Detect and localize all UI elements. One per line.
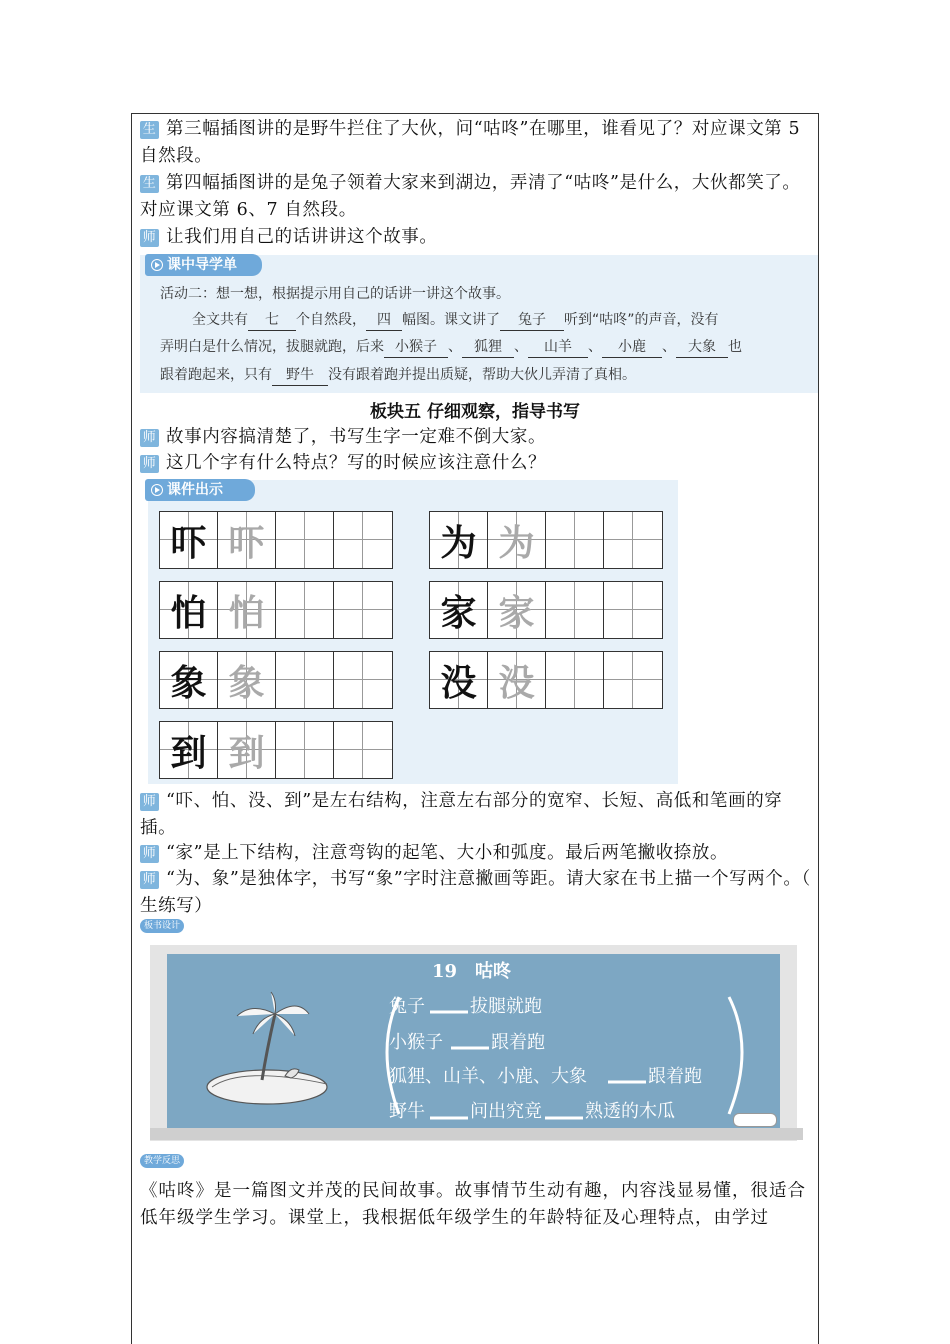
paragraph-student-1 [140,116,812,170]
character-trace: 家 [488,582,546,638]
paragraph-teacher-2 [140,424,812,451]
blackboard [167,954,780,1128]
student-tag: 生 [140,121,159,139]
section-title: 板块五 仔细观察，指导书写 [370,402,580,422]
reflection-text: 《咕咚》是一篇图文并茂的民间故事。故事情节生动有趣，内容浅显易懂，很适合低年级学生学习。课堂上，我根据低年级学生的年龄特征及心理特点，由学过 [140,1181,806,1228]
board-design-label: 板书设计 [140,919,184,933]
teacher-tag: 师 [140,229,159,247]
paragraph-teacher-6 [140,866,812,920]
teacher-tag: 师 [140,455,159,473]
board-line-1-right: 拔腿就跑 [470,996,542,1017]
writing-grid-xia [159,511,393,569]
paragraph-teacher-5 [140,840,812,867]
board-line-1-left: 兔子 [389,996,425,1017]
writing-grid-xiang [159,651,393,709]
board-line-3-right: 跟着跑 [648,1066,702,1087]
character-trace: 没 [488,652,546,708]
paragraph-teacher-1 [140,224,812,251]
blank-buffalo: 野牛 [272,365,328,386]
writing-grid-mei [429,651,663,709]
guide-panel-header: 课中导学单 [145,254,262,276]
practice-cell [546,512,604,568]
practice-cell [276,722,334,778]
practice-cell [334,512,392,568]
guide-line-1: 活动二：想一想，根据提示用自己的话讲一讲这个故事。 [160,286,510,302]
blank-monkey: 小猴子 [384,337,448,358]
eraser-icon [733,1113,777,1127]
board-line-4-mid: 问出究竟 [470,1101,542,1122]
practice-cell [546,582,604,638]
play-icon [151,484,163,496]
paragraph-teacher-4 [140,788,812,842]
writing-grid-dao [159,721,393,779]
practice-cell [334,722,392,778]
character-model: 为 [430,512,488,568]
character-trace: 怕 [218,582,276,638]
teacher-tag: 师 [140,845,159,863]
island-palm-icon [207,992,327,1104]
guide-line-3: 弄明白是什么情况，拔腿就跑，后来 小猴子 、 狐狸 、 山羊 、 小鹿 、 大象 也 [160,333,742,361]
paragraph-student-2 [140,170,812,224]
play-icon [151,259,163,271]
character-model: 到 [160,722,218,778]
teacher-tag: 师 [140,429,159,447]
paragraph-text: “家”是上下结构，注意弯钩的起笔、大小和弧度。最后两笔撇收捺放。 [166,843,729,863]
blank-picture-count: 四 [366,310,402,331]
character-trace: 到 [218,722,276,778]
character-trace: 象 [218,652,276,708]
board-line-4-right: 熟透的木瓜 [585,1101,675,1122]
character-model: 怕 [160,582,218,638]
practice-cell [334,582,392,638]
paragraph-text: 让我们用自己的话讲讲这个故事。 [166,227,438,247]
blackboard-frame [150,945,797,1141]
character-model: 家 [430,582,488,638]
practice-cell [604,582,662,638]
courseware-panel-header: 课件出示 [145,479,255,501]
blank-deer: 小鹿 [602,337,662,358]
teacher-tag: 师 [140,871,159,889]
board-line-2-left: 小猴子 [389,1032,443,1053]
writing-grid-pa [159,581,393,639]
paragraph-text: 第四幅插图讲的是兔子领着大家来到湖边，弄清了“咕咚”是什么，大伙都笑了。对应课文第 6、7 自然段。 [140,173,801,220]
practice-cell [604,512,662,568]
writing-grid-wei [429,511,663,569]
student-tag: 生 [140,175,159,193]
character-trace: 为 [488,512,546,568]
paragraph-text: “吓、怕、没、到”是左右结构，注意左右部分的宽窄、长短、高低和笔画的穿插。 [140,791,783,838]
board-title: 19 咕咚 [432,961,512,982]
blank-goat: 山羊 [528,337,588,358]
chalk-tray [150,1128,803,1140]
paragraph-text: 故事内容搞清楚了，书写生字一定难不倒大家。 [166,427,547,447]
character-model: 吓 [160,512,218,568]
paragraph-text: “为、象”是独体字，书写“象”字时注意撇画等距。请大家在书上描一个写两个。（ 生练写） [140,869,811,916]
practice-cell [604,652,662,708]
practice-cell [334,652,392,708]
paragraph-teacher-3 [140,450,812,477]
writing-grid-jia [429,581,663,639]
board-line-2-right: 跟着跑 [491,1032,545,1053]
practice-cell [276,582,334,638]
blank-elephant: 大象 [676,337,728,358]
practice-cell [276,652,334,708]
blank-fox: 狐狸 [462,337,514,358]
blank-rabbit: 兔子 [500,310,564,331]
paragraph-text: 这几个字有什么特点？写的时候应该注意什么？ [166,453,547,473]
paragraph-text: 第三幅插图讲的是野牛拦住了大伙，问“咕咚”在哪里，谁看见了？对应课文第 5 自然段。 [140,119,801,166]
blank-paragraph-count: 七 [248,310,296,331]
board-line-3-left: 狐狸、山羊、小鹿、大象 [389,1066,587,1087]
practice-cell [546,652,604,708]
practice-cell [276,512,334,568]
character-model: 没 [430,652,488,708]
guide-line-4: 跟着跑起来，只有 野牛 没有跟着跑并提出质疑，帮助大伙儿弄清了真相。 [160,361,636,389]
guide-line-2: 全文共有 七 个自然段， 四 幅图。课文讲了 兔子 听到“咕咚”的声音，没有 [192,306,719,334]
board-line-4-left: 野牛 [389,1101,425,1122]
teacher-tag: 师 [140,793,159,811]
character-model: 象 [160,652,218,708]
reflection-label: 教学反思 [140,1154,184,1168]
character-trace: 吓 [218,512,276,568]
